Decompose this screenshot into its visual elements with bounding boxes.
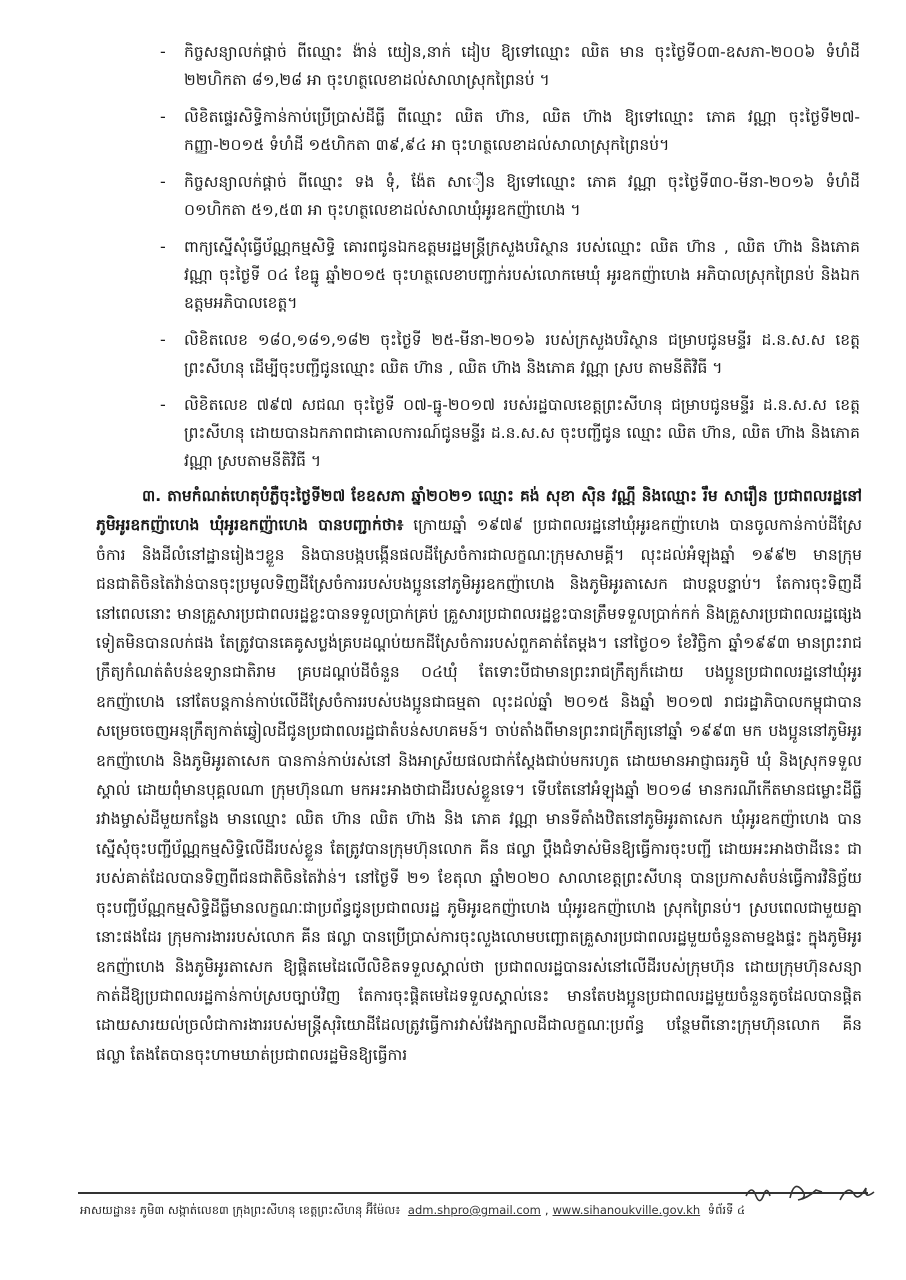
reference-list	[160, 38, 860, 484]
list-item	[160, 391, 860, 475]
list-item	[160, 326, 860, 382]
list-item-text: លិខិតលេខ ៧៩៧ សជណ ចុះថ្ងៃទី ០៧-ធ្នូ-២០១៧ របស់រដ្ឋបាលខេត្តព្រះសីហនុ ជម្រាបជូនមន្ទីរ ដ.ន.ស.ស ខេត្តព្រះសីហនុ ដោយបានឯកភាពជាគោលការណ៍ជូនមន្ទីរ ដ.ន.ស.ស ចុះបញ្ជីជូន ឈ្មោះ ឈិត ហ៊ាន, ឈិត ហ៊ាង និងភោគ វណ្ណា ស្របតាមនីតិវិធី ។	[184, 396, 860, 470]
bullet-dash: -	[160, 330, 166, 349]
footer	[80, 1200, 880, 1220]
footer-separator: ,	[544, 1203, 549, 1217]
bullet-dash: -	[160, 172, 166, 191]
list-item-text: កិច្ចសន្យាលក់ផ្តាច់ ពីឈ្មោះ ទង ទុំ, ង៉ែត សាឿន ឱ្យទៅឈ្មោះ ភោគ វណ្ណា ចុះថ្ងៃទី៣០-មីនា-២០១៦ ទំហំដី ០១ហិកតា ៥១,៥៣ អា ចុះហត្ថលេខាដល់សាលាឃុំអូរឧកញ៉ាហេង ។	[184, 173, 860, 219]
footer-address: អាសយដ្ឋាន៖ ភូមិ៣ សង្កាត់លេខ៣ ក្រុងព្រះសីហនុ ខេត្តព្រះសីហនុ អ៊ីម៉ែល៖	[80, 1203, 401, 1217]
section-lead: ៣. តាមកំណត់ហេតុបំភ្លឺចុះថ្ងៃទី២៧ ខែឧសភា ឆ្នាំ២០២១ ឈ្មោះ គង់ សុខា ស៊ិន វណ្ណី និងឈ្មោះ រឹម សារឿន ប្រជាពលរដ្ឋនៅភូមិអូរឧកញ៉ាហេង ឃុំអូរឧកញ៉ាហេង បានបញ្ជាក់ថា៖	[96, 487, 862, 535]
list-item	[160, 233, 860, 317]
section-3	[96, 482, 862, 1070]
section-paragraph	[96, 482, 862, 1070]
footer-website-link[interactable]: www.sihanoukville.gov.kh	[552, 1203, 701, 1217]
list-item	[160, 38, 860, 94]
bullet-dash: -	[160, 42, 166, 61]
list-item-text: លិខិតផ្ទេរសិទ្ធិកាន់កាប់ប្រើប្រាស់ដីធ្លី ពីឈ្មោះ ឈិត ហ៊ាន, ឈិត ហ៊ាង ឱ្យទៅឈ្មោះ ភោគ វណ្ណា ចុះថ្ងៃទី២៧-កញ្ញា-២០១៥ ទំហំដី ១៥ហិកតា ៣៩,៩៤ អា ចុះហត្ថលេខាដល់សាលាស្រុកព្រៃនប់។	[184, 108, 860, 154]
footer-divider	[78, 1192, 868, 1194]
section-body: ក្រោយឆ្នាំ ១៩៧៩ ប្រជាពលរដ្ឋនៅឃុំអូរឧកញ៉ាហេង បានចូលកាន់កាប់ដីស្រែចំការ និងដីលំនៅដ្ឋានរៀងៗខ្លួន និងបានបង្កបង្កើនផលដីស្រែចំការជាលក្ខណៈក្រុមសាមគ្គី។ លុះដល់អំឡុងឆ្នាំ ១៩៩២ មានក្រុមជនជាតិចិនតៃវ៉ាន់បានចុះប្រមូលទិញដីស្រែចំការរបស់បងប្អូននៅភូមិអូរឧកញ៉ាហេង និងភូមិអូរតាសេក ជាបន្តបន្ទាប់។ តែការចុះទិញដីនៅពេលនោះ មានគ្រួសារប្រជាពលរដ្ឋខ្លះបានទទួលប្រាក់គ្រប់ គ្រួសារប្រជាពលរដ្ឋខ្លះបានត្រឹមទទួលប្រាក់កក់ និងគ្រួសារប្រជាពលរដ្ឋផ្សេងទៀតមិនបានលក់ផង តែត្រូវបានគេគូសប្លង់គ្របដណ្តប់យកដីស្រែចំការរបស់ពួកគាត់តែម្តង។ នៅថ្ងៃ០១ ខែវិច្ឆិកា ឆ្នាំ១៩៩៣ មានព្រះរាជក្រឹត្យកំណត់តំបន់ឧទ្យានជាតិរាម គ្របដណ្តប់ដីចំនួន ០៤ឃុំ តែទោះបីជាមានព្រះរាជក្រឹត្យក៏ដោយ បងប្អូនប្រជាពលរដ្ឋនៅឃុំអូរឧកញ៉ាហេង នៅតែបន្តកាន់កាប់លើដីស្រែចំការរបស់បងប្អូនជាធម្មតា លុះដល់ឆ្នាំ ២០១៥ និងឆ្នាំ ២០១៧ រាជរដ្ឋាភិបាលកម្ពុជាបានសម្រេចចេញអនុក្រឹត្យកាត់ឆ្វៀលដីជូនប្រជាពលរដ្ឋជាតំបន់សហគមន៍។ ចាប់តាំងពីមានព្រះរាជក្រឹត្យនៅឆ្នាំ ១៩៩៣ មក បងប្អូននៅភូមិអូរឧកញ៉ាហេង និងភូមិអូរតាសេក បានកាន់កាប់រស់នៅ និងអាស្រ័យផលជាក់ស្តែងជាប់មករហូត ដោយមានអាជ្ញាធរភូមិ ឃុំ និងស្រុកទទួលស្គាល់ ដោយពុំមានបុគ្គលណា ក្រុមហ៊ុនណា មកអះអាងថាជាដីរបស់ខ្លួនទេ។ ទើបតែនៅអំឡុងឆ្នាំ ២០១៨ មានករណីកើតមានជម្លោះដីធ្លីរវាងម្ចាស់ដីមួយកន្លែង មានឈ្មោះ ឈិត ហ៊ាន ឈិត ហ៊ាង និង ភោគ វណ្ណា មានទីតាំងឋិតនៅភូមិអូរតាសេក ឃុំអូរឧកញ៉ាហេង បានស្នើសុំចុះបញ្ជីប័ណ្ណកម្មសិទ្ធិលើដីរបស់ខ្លួន តែត្រូវបានក្រុមហ៊ុនលោក គីន ផល្លា ប្តឹងជំទាស់មិនឱ្យធ្វើការចុះបញ្ជី ដោយអះអាងថាដីនេះ ជារបស់គាត់ដែលបានទិញពីជនជាតិចិនតៃវ៉ាន់។ នៅថ្ងៃទី ២១ ខែតុលា ឆ្នាំ២០២០ សាលាខេត្តព្រះសីហនុ បានប្រកាសតំបន់ធ្វើការវិនិច្ឆ័យចុះបញ្ជីប័ណ្ណកម្មសិទ្ធិដីធ្លីមានលក្ខណៈជាប្រព័ន្ធជូនប្រជាពលរដ្ឋ ភូមិអូរឧកញ៉ាហេង ឃុំអូរឧកញ៉ាហេង ស្រុកព្រៃនប់។ ស្របពេលជាមួយគ្នានោះផងដែរ ក្រុមការងាររបស់លោក គីន ផល្លា បានប្រើប្រាស់ការចុះលួងលោមបញ្ឆោតគ្រួសារប្រជាពលរដ្ឋមួយចំនួនតាមខ្នងផ្ទះ ក្នុងភូមិអូរឧកញ៉ាហេង និងភូមិអូរតាសេក ឱ្យផ្តិតមេដៃលើលិខិតទទួលស្គាល់ថា ប្រជាពលរដ្ឋបានរស់នៅលើដីរបស់ក្រុមហ៊ុន ដោយក្រុមហ៊ុនសន្យាកាត់ដីឱ្យប្រជាពលរដ្ឋកាន់កាប់ស្របច្បាប់វិញ តែការចុះផ្តិតមេដៃទទួលស្គាល់នេះ មានតែបងប្អូនប្រជាពលរដ្ឋមួយចំនួនតូចដែលបានផ្តិត ដោយសារយល់ច្រលំជាការងាររបស់មន្ត្រីសុរិយោដីដែលត្រូវធ្វើការវាស់វែងក្បាលដីជាលក្ខណៈប្រព័ន្ធ បន្ថែមពីនោះក្រុមហ៊ុនលោក គីន ផល្លា តែងតែបានចុះហាមឃាត់ប្រជាពលរដ្ឋមិនឱ្យធ្វើការ	[96, 516, 862, 1064]
list-item-text: កិច្ចសន្យាលក់ផ្តាច់ ពីឈ្មោះ ង៉ាន់ យៀន,នាក់ ដៀប ឱ្យទៅឈ្មោះ ឈិត មាន ចុះថ្ងៃទី០៣-ឧសភា-២០០៦ ទំហំដី ២២ហិកតា ៨១,២៨ អា ចុះហត្ថលេខាដល់សាលាស្រុកព្រៃនប់ ។	[184, 43, 860, 89]
list-item-text: ពាក្យស្នើសុំធ្វើប័ណ្ណកម្មសិទ្ធិ គោរពជូនឯកឧត្តមរដ្ឋមន្ត្រីក្រសួងបរិស្ថាន របស់ឈ្មោះ ឈិត ហ៊ាន , ឈិត ហ៊ាង និងភោគ វណ្ណា ចុះថ្ងៃទី ០៤ ខែធ្នូ ឆ្នាំ២០១៥ ចុះហត្ថលេខាបញ្ជាក់របស់លោកមេឃុំ អូរឧកញ៉ាហេង អភិបាលស្រុកព្រៃនប់ និងឯកឧត្តមអភិបាលខេត្ត។	[184, 238, 860, 312]
bullet-dash: -	[160, 107, 166, 126]
list-item	[160, 103, 860, 159]
bullet-dash: -	[160, 237, 166, 256]
footer-page-number: ទំព័រទី ៤	[707, 1203, 746, 1217]
bullet-dash: -	[160, 395, 166, 414]
list-item	[160, 168, 860, 224]
list-item-text: លិខិតលេខ ១៨០,១៨១,១៨២ ចុះថ្ងៃទី ២៥-មីនា-២០១៦ របស់ក្រសួងបរិស្ថាន ជម្រាបជូនមន្ទីរ ដ.ន.ស.ស ខេត្តព្រះសីហនុ ដើម្បីចុះបញ្ជីជូនឈ្មោះ ឈិត ហ៊ាន , ឈិត ហ៊ាង និងភោគ វណ្ណា ស្រប តាមនីតិវិធី ។	[184, 331, 860, 377]
footer-email-link[interactable]: adm.shpro@gmail.com	[407, 1203, 541, 1217]
